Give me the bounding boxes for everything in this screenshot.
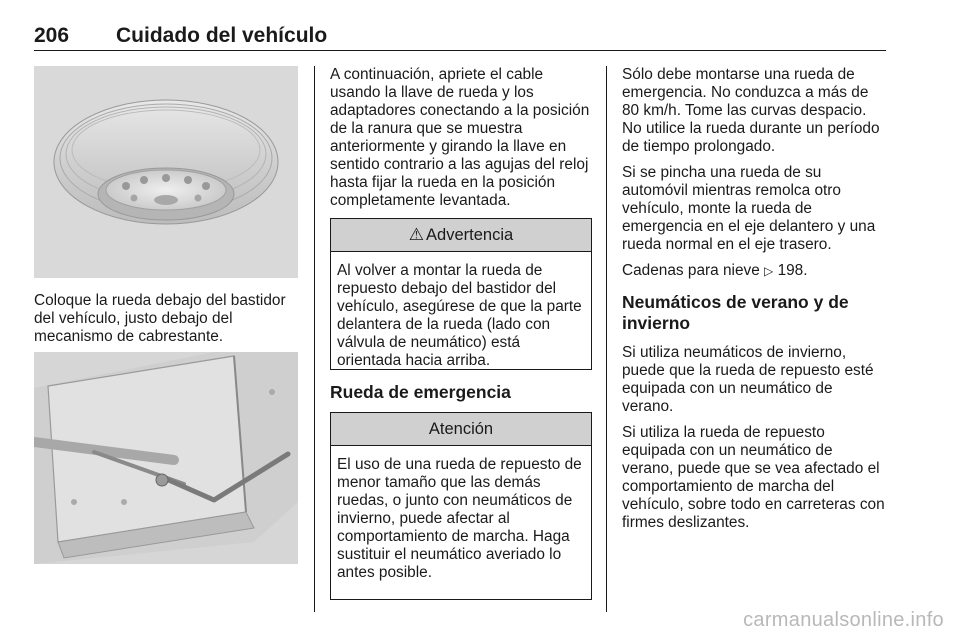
- watermark: carmanualsonline.info: [743, 609, 944, 631]
- warning-box: [330, 218, 592, 370]
- section-title: Cuidado del vehículo: [116, 24, 328, 47]
- column-1-text: [34, 292, 300, 354]
- subheading-emergency-wheel: Rueda de emergencia: [330, 382, 511, 402]
- warning-box-header: [331, 219, 591, 252]
- attention-box: [330, 412, 592, 600]
- intro-paragraph: A continuación, apriete el cable usando la llave de rueda y los adaptadores conectando a la posición de la ranura que se muestra anteriormente y girando la llave en sentido contrario a las agujas del reloj hasta fijar la rueda en la posición completamente levantada.: [330, 66, 590, 209]
- winch-wrench-illustration: [34, 352, 298, 564]
- attention-text: El uso de una rueda de repuesto de menor tamaño que las demás ruedas, o junto con neumáticos de invierno, puede afectar al comportamiento de marcha. Haga sustituir el neumático averiado lo antes posible.: [337, 456, 582, 581]
- warning-text: Al volver a montar la rueda de repuesto debajo del bastidor del vehículo, asegúrese de que la parte delantera de la rueda (lado con válvula de neumático) está orientada hacia arriba.: [337, 262, 582, 369]
- column-3: [622, 66, 888, 540]
- page-ref-arrow-icon: ▷: [764, 264, 774, 278]
- page-header: [34, 20, 886, 50]
- header-rule: [34, 50, 886, 51]
- spare-wheel-illustration: [34, 66, 298, 278]
- paragraph-summer-tyre: Si utiliza la rueda de repuesto equipada con un neumático de verano, puede que se vea afectado el comportamiento de marcha del vehículo, sobre todo en carreteras con firmes deslizantes.: [622, 424, 885, 531]
- paragraph-emergency-use: Sólo debe montarse una rueda de emergencia. No conduzca a más de 80 km/h. Tome las curvas despacio. No utilice la rueda durante un período de tiempo prolongado.: [622, 66, 880, 155]
- snow-chains-text: Cadenas para nieve: [622, 262, 760, 279]
- snow-chains-page-ref[interactable]: 198.: [777, 262, 808, 279]
- column-divider-2: [606, 66, 607, 612]
- caption-wheel-placement: Coloque la rueda debajo del bastidor del vehículo, justo debajo del mecanismo de cabrestante.: [34, 292, 286, 345]
- paragraph-snow-chains: [622, 262, 888, 280]
- column-2: [330, 66, 592, 600]
- paragraph-winter-tyres: Si utiliza neumáticos de invierno, puede que la rueda de repuesto esté equipada con un neumático de verano.: [622, 344, 874, 415]
- warning-title: Advertencia: [426, 226, 514, 244]
- warning-triangle-icon: ⚠: [408, 225, 425, 244]
- attention-box-header: Atención: [331, 413, 591, 446]
- paragraph-towing: Si se pincha una rueda de su automóvil mientras remolca otro vehículo, monte la rueda de emergencia en el eje delantero y una rueda normal en el eje trasero.: [622, 164, 876, 253]
- column-divider-1: [314, 66, 315, 612]
- page-number: 206: [34, 24, 70, 47]
- subheading-summer-winter-tyres: Neumáticos de verano y de invierno: [622, 292, 849, 333]
